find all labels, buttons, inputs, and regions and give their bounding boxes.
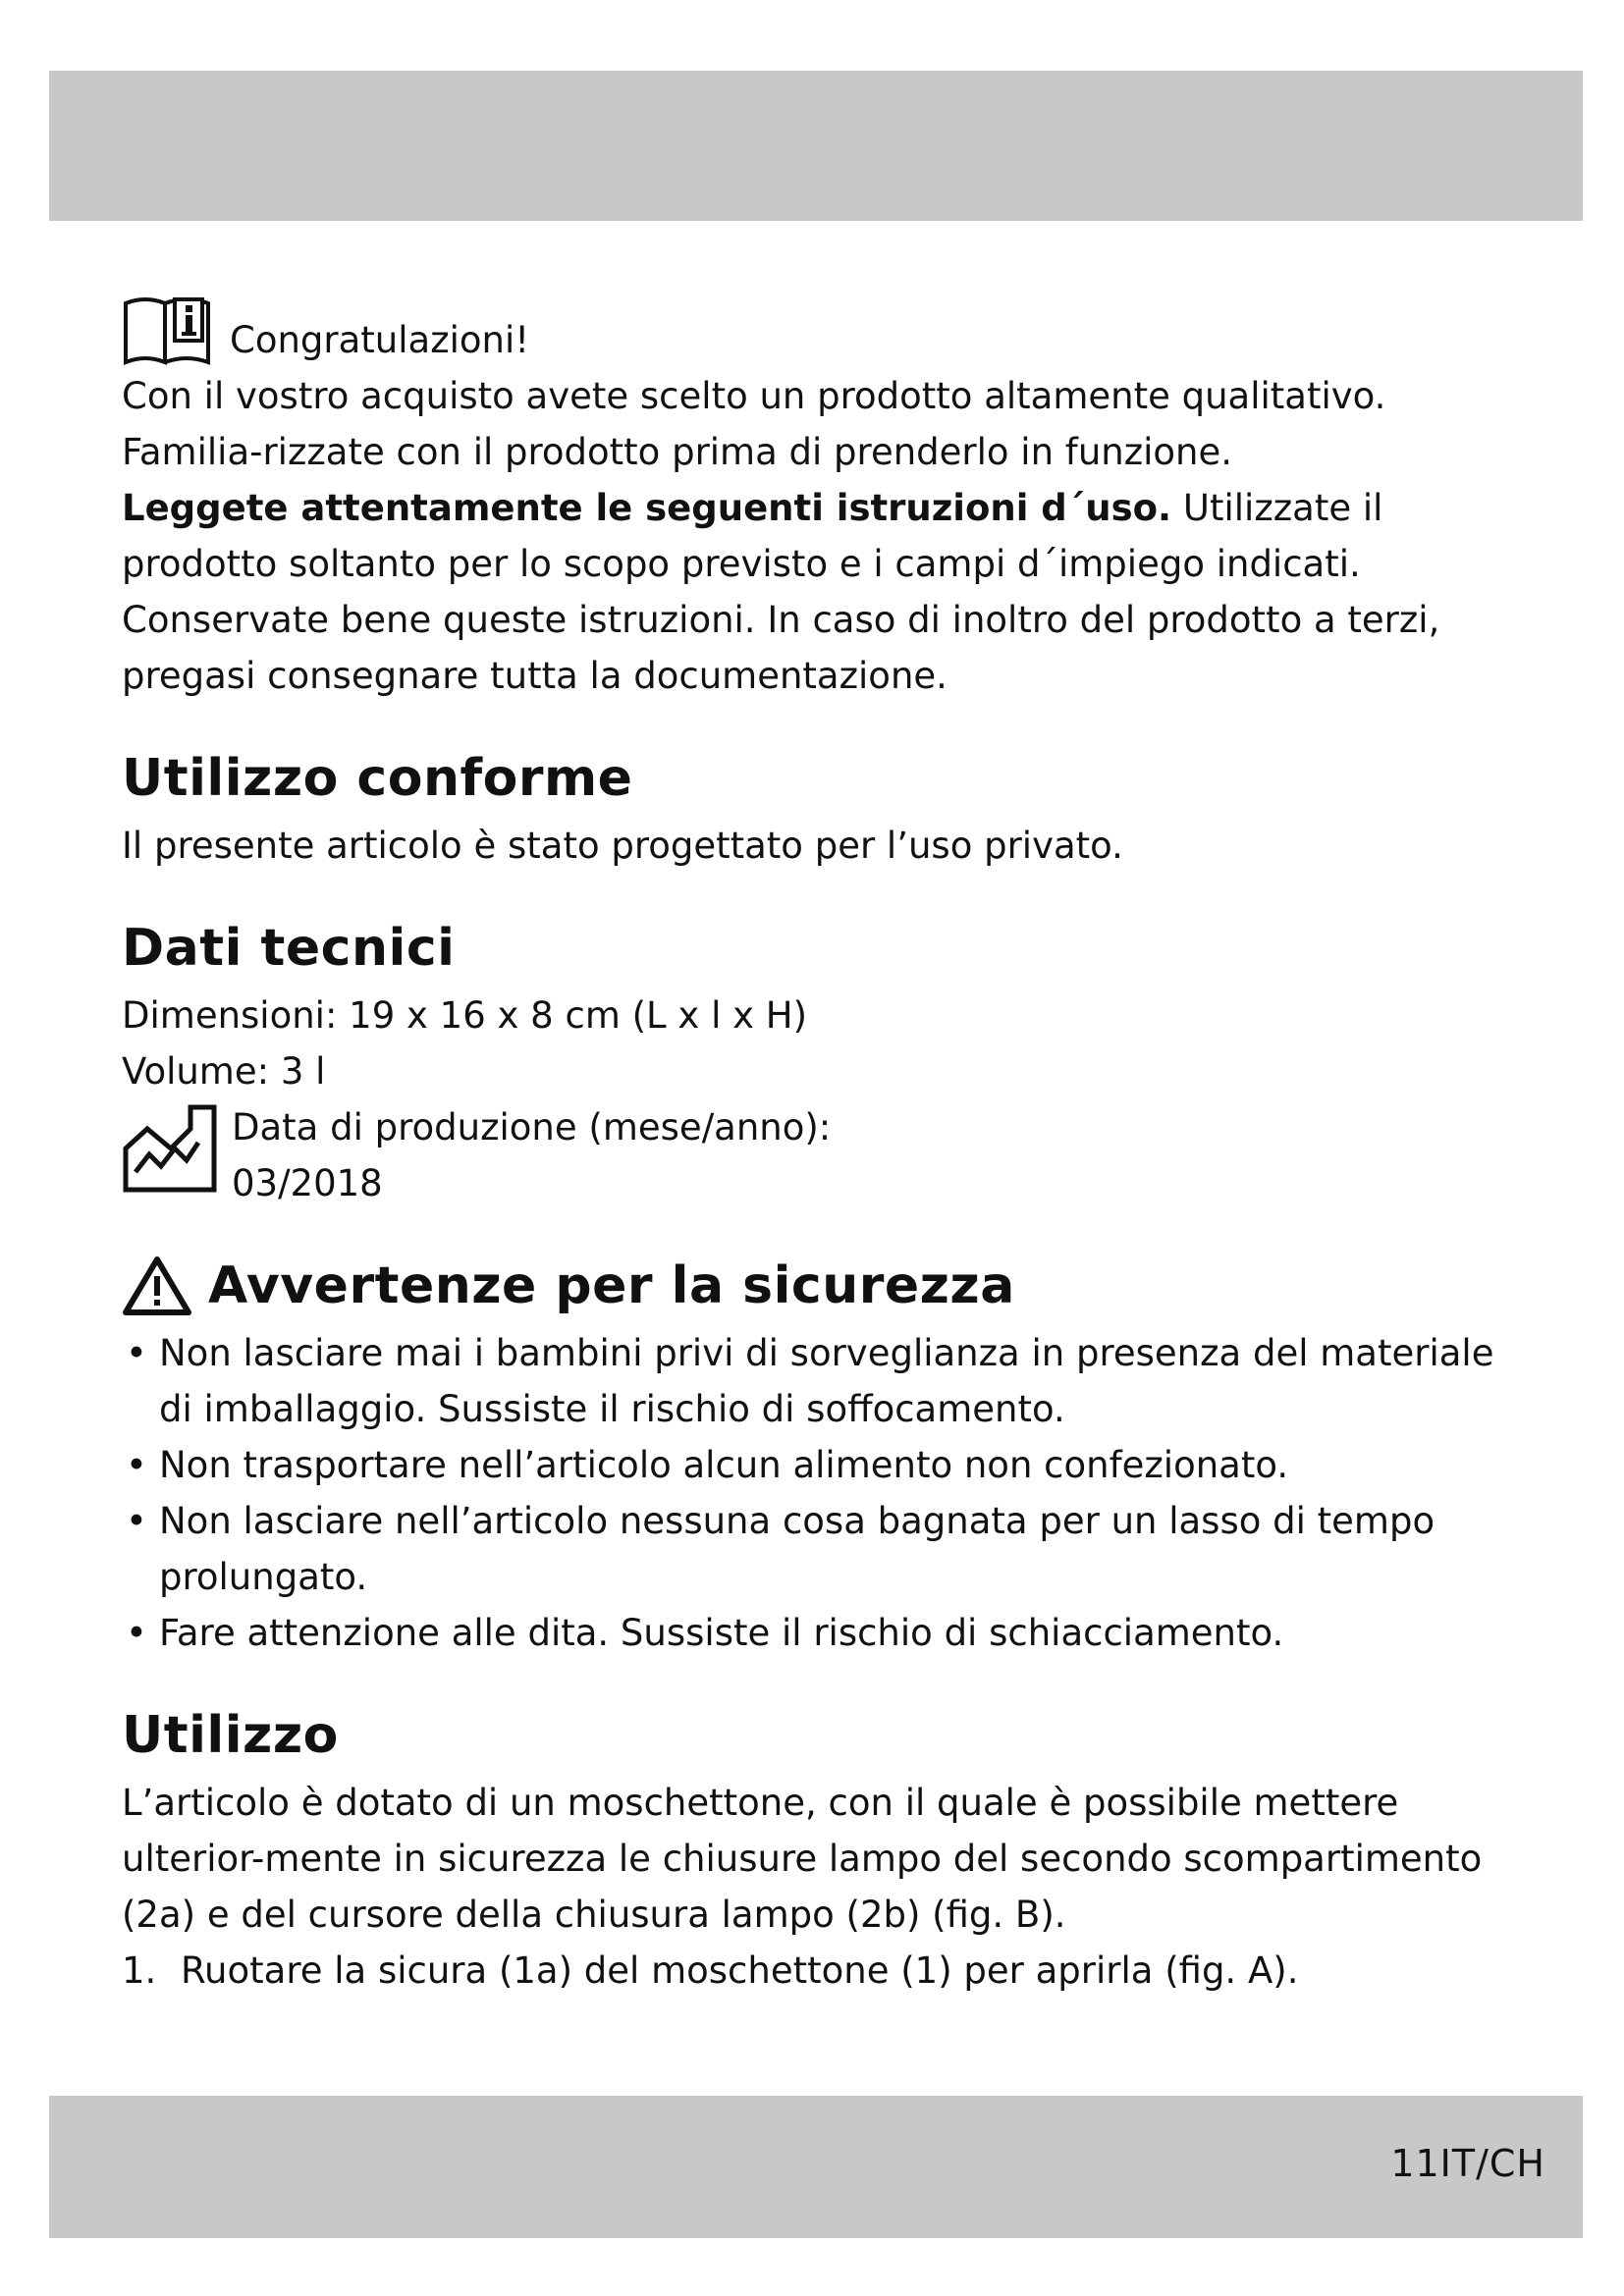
manufacture-date-icon	[122, 1103, 218, 1194]
intro-paragraph: Con il vostro acquisto avete scelto un prodotto altamente qualitativo. Familia-rizzate con il prodotto prima di prenderlo in funzione.	[122, 375, 1386, 473]
bullet: •	[126, 1500, 147, 1542]
safety-item-text: Non lasciare nell’articolo nessuna cosa bagnata per un lasso di tempo prolungato.	[159, 1500, 1435, 1598]
technical-data-title: Dati tecnici	[122, 919, 456, 978]
usage-title: Utilizzo	[122, 1706, 339, 1765]
safety-item-text: Fare attenzione alle dita. Sussiste il rischio di schiacciamento.	[159, 1612, 1284, 1654]
intro-instructions	[122, 480, 1496, 704]
usage-step	[122, 1943, 1496, 1999]
safety-item-text: Non trasportare nell’articolo alcun alimento non confezionato.	[159, 1444, 1289, 1486]
intro-instructions-text: Utilizzate il prodotto soltanto per lo scopo previsto e i campi d´impiego indicati. Conservate bene queste istruzioni. In caso di inoltro del prodotto a terzi, pregasi consegnare tutta la documentazione.	[122, 487, 1440, 697]
safety-item	[122, 1493, 1496, 1605]
safety-title: Avvertenze per la sicurezza	[208, 1256, 1015, 1315]
safety-section	[122, 1247, 1496, 1661]
safety-list	[122, 1325, 1496, 1661]
usage-step-number: 1.	[122, 1949, 157, 1992]
header-band	[49, 71, 1583, 221]
intro-heading: Congratulazioni!	[230, 319, 530, 361]
technical-data-section	[122, 909, 1496, 1211]
info-manual-icon	[122, 292, 212, 368]
intro-heading-row	[122, 285, 1496, 368]
volume-text: Volume: 3 l	[122, 1050, 326, 1093]
intended-use-text: Il presente articolo è stato progettato per l’uso privato.	[122, 825, 1123, 867]
production-date-value: 03/2018	[232, 1162, 383, 1204]
safety-heading-row	[122, 1247, 1496, 1325]
intro-bold-sentence: Leggete attentamente le seguenti istruzioni d´uso.	[122, 487, 1172, 529]
bullet: •	[126, 1332, 147, 1374]
page-number: 11IT/CH	[1390, 2142, 1545, 2185]
safety-item	[122, 1437, 1496, 1493]
production-date-block	[232, 1099, 831, 1211]
dimensions-text: Dimensioni: 19 x 16 x 8 cm (L x l x H)	[122, 994, 808, 1037]
safety-item-text: Non lasciare mai i bambini privi di sorveglianza in presenza del materiale di imballaggio. Sussiste il rischio di soffocamento.	[159, 1332, 1494, 1430]
intended-use-title: Utilizzo conforme	[122, 749, 633, 808]
warning-triangle-icon	[122, 1255, 192, 1317]
production-date-row	[122, 1099, 1496, 1211]
bullet: •	[126, 1612, 147, 1654]
safety-item	[122, 1605, 1496, 1661]
usage-section	[122, 1696, 1496, 1999]
usage-text: L’articolo è dotato di un moschettone, con il quale è possibile mettere ulterior-mente in sicurezza le chiusure lampo del secondo scompartimento (2a) e del cursore della chiusura lampo (2b) (fig. B).	[122, 1782, 1483, 1936]
intended-use-section	[122, 739, 1496, 874]
production-date-label: Data di produzione (mese/anno):	[232, 1106, 832, 1148]
footer-band	[49, 2096, 1583, 2238]
page-content	[122, 285, 1496, 1999]
usage-step-text: Ruotare la sicura (1a) del moschettone (1) per aprirla (fig. A).	[181, 1949, 1299, 1992]
usage-steps	[122, 1943, 1496, 1999]
safety-item	[122, 1325, 1496, 1437]
bullet: •	[126, 1444, 147, 1486]
